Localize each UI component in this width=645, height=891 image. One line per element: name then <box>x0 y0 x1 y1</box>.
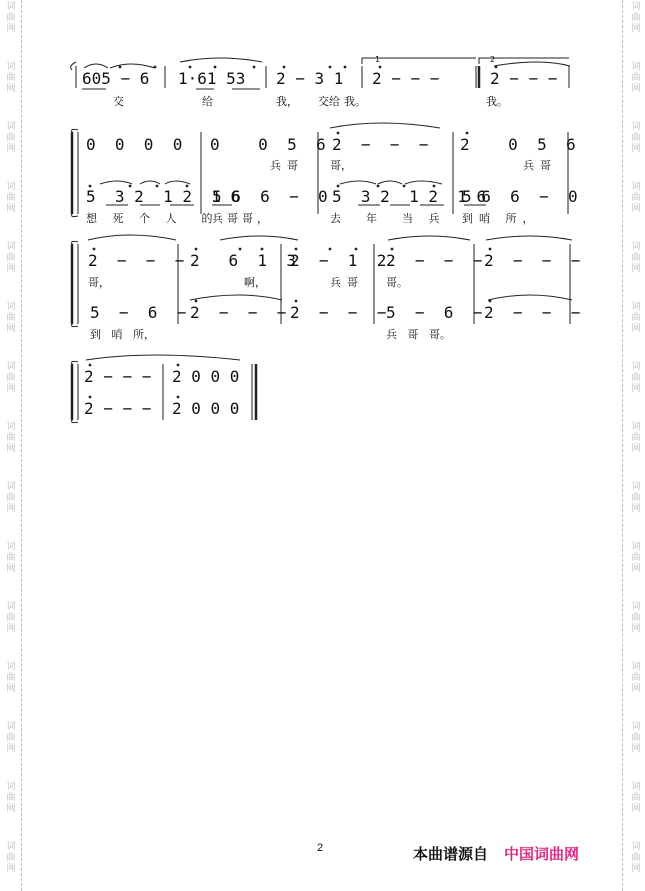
watermark-mark: 词 曲 网 <box>6 182 16 214</box>
watermark-mark: 词 曲 网 <box>6 842 16 874</box>
s2-top-bar2: 0 0 5 6 <box>210 135 326 154</box>
octave-dot <box>355 248 358 251</box>
s1-lyric-6: 我。 <box>486 95 508 108</box>
s2-bot-lyric-1: 想 死 个 人 的 <box>86 212 219 225</box>
s3-top-bar2: 2 6 1 3 <box>190 251 296 270</box>
s3-top-lyric-3: 兵哥 <box>330 276 364 289</box>
watermark-mark: 词 曲 网 <box>6 602 16 634</box>
watermark-mark: 词 曲 网 <box>6 362 16 394</box>
watermark-mark: 词 曲 网 <box>6 242 16 274</box>
octave-dot <box>195 248 198 251</box>
page-number: 2 <box>317 842 324 854</box>
s1-lyric-4: 交给 <box>318 95 340 108</box>
site-name-link[interactable]: 中国词曲网 <box>504 845 580 863</box>
s1-bar4: 2 − − − <box>372 69 440 88</box>
s3-bot-lyric-1: 到 哨 所， <box>90 328 155 341</box>
watermark-mark: 词 曲 网 <box>631 722 641 754</box>
octave-dot <box>195 300 198 303</box>
octave-dot <box>214 66 217 69</box>
s2-top-lyric-3: 兵哥 <box>523 159 557 172</box>
s1-lyric-5: 我。 <box>344 95 366 108</box>
octave-dot <box>391 248 394 251</box>
watermark-mark: 词 曲 网 <box>6 2 16 34</box>
s1-lyric-3: 我， <box>276 95 298 108</box>
s1-bar5: 2 − − − <box>490 69 558 88</box>
s1-lyric-1: 交 <box>113 95 124 108</box>
watermark-mark: 词 曲 网 <box>6 662 16 694</box>
octave-dot <box>177 396 180 399</box>
s3-top-lyric-1: 哥， <box>88 276 110 289</box>
s2-bot-lyric-4: 到哨 所， <box>462 212 540 225</box>
octave-dot <box>329 248 332 251</box>
octave-dot <box>253 66 256 69</box>
s4-bot-bar2: 2 0 0 0 <box>172 399 240 418</box>
watermark-mark: 词 曲 网 <box>631 2 641 34</box>
watermark-mark: 词 曲 网 <box>6 422 16 454</box>
s3-bot-bar3: 2 − − − <box>290 303 387 322</box>
octave-dot <box>295 300 298 303</box>
source-credit <box>413 843 579 864</box>
s4-top-bar2: 2 0 0 0 <box>172 367 240 386</box>
octave-dot <box>379 66 382 69</box>
octave-dot <box>93 248 96 251</box>
octave-dot <box>189 66 192 69</box>
s4-top-bar1: 2 − − − <box>84 367 152 386</box>
s3-top-bar3: 2 − 1 2 <box>290 251 387 270</box>
octave-dot <box>489 300 492 303</box>
octave-dot <box>154 66 157 69</box>
s3-top-lyric-2: 啊， <box>244 276 266 289</box>
s1-lyric-2: 给 <box>202 95 213 108</box>
s3-bot-lyric-2: 兵 哥 哥。 <box>386 328 451 341</box>
s1-bar1: 605 − 6 <box>82 69 150 88</box>
octave-dot <box>177 364 180 367</box>
s3-bot-bar1: 5 − 6 − <box>90 303 187 322</box>
octave-dot <box>89 364 92 367</box>
s3-bot-bar4: 5 − 6 − <box>386 303 483 322</box>
octave-dot <box>283 66 286 69</box>
s2-top-bar1: 0 0 0 0 <box>86 135 183 154</box>
octave-dot <box>489 248 492 251</box>
s2-bot-bar4: 5 6 6 − 0 <box>462 187 578 206</box>
watermark-mark: 词 曲 网 <box>631 362 641 394</box>
s2-bot-bar2: 5 6 6 − 0 <box>212 187 328 206</box>
s2-top-bar3: 2 − − − <box>332 135 429 154</box>
watermark-mark: 词 曲 网 <box>6 302 16 334</box>
s2-top-bar4: 2 0 5 6 <box>460 135 576 154</box>
s3-bot-bar5: 2 − − − <box>484 303 581 322</box>
s1-bar3: 2 − 3 1 <box>276 69 344 88</box>
octave-dot <box>119 66 122 69</box>
watermark-mark: 词 曲 网 <box>6 62 16 94</box>
s3-bot-bar2: 2 − − − <box>190 303 287 322</box>
s2-top-lyric-1: 兵哥 <box>270 159 304 172</box>
s2-bot-bar3: 5 3 2 1 2 1 6 <box>332 187 487 206</box>
watermark-mark: 词 曲 网 <box>631 482 641 514</box>
s2-bot-bar1: 5 3 2 1 2 1 6 <box>86 187 241 206</box>
octave-dot <box>344 66 347 69</box>
watermark-mark: 词 曲 网 <box>631 242 641 274</box>
watermark-mark: 词 曲 网 <box>6 482 16 514</box>
watermark-mark: 词 曲 网 <box>6 722 16 754</box>
octave-dot <box>337 132 340 135</box>
watermark-mark: 词 曲 网 <box>6 542 16 574</box>
s4-bot-bar1: 2 − − − <box>84 399 152 418</box>
s2-bot-lyric-2: 兵哥哥， <box>212 212 272 225</box>
octave-dot <box>89 396 92 399</box>
octave-dot <box>329 66 332 69</box>
s2-bot-lyric-3: 去 年 当 兵 <box>330 212 446 225</box>
watermark-mark: 词 曲 网 <box>631 302 641 334</box>
s3-top-bar1: 2 − − − <box>88 251 185 270</box>
watermark-mark: 词 曲 网 <box>631 842 641 874</box>
octave-dot <box>495 66 498 69</box>
octave-dot <box>295 248 298 251</box>
volta-1: 1 <box>375 55 381 64</box>
volta-2: 2 <box>490 55 496 64</box>
watermark-mark: 词 曲 网 <box>631 62 641 94</box>
octave-dot <box>466 132 469 135</box>
watermark-mark: 词 曲 网 <box>631 182 641 214</box>
watermark-mark: 词 曲 网 <box>631 422 641 454</box>
s3-top-lyric-4: 哥。 <box>386 276 408 289</box>
watermark-mark: 词 曲 网 <box>631 662 641 694</box>
watermark-mark: 词 曲 网 <box>631 542 641 574</box>
s3-top-bar5: 2 − − − <box>484 251 581 270</box>
octave-dot <box>261 248 264 251</box>
watermark-mark: 词 曲 网 <box>631 602 641 634</box>
watermark-mark: 词 曲 网 <box>631 782 641 814</box>
source-label: 本曲谱源自 <box>413 845 489 863</box>
watermark-mark: 词 曲 网 <box>631 122 641 154</box>
octave-dot <box>239 248 242 251</box>
s2-top-lyric-2: 哥， <box>330 159 352 172</box>
watermark-mark: 词 曲 网 <box>6 782 16 814</box>
watermark-mark: 词 曲 网 <box>6 122 16 154</box>
s1-bar2: 1·61 53 <box>178 69 246 88</box>
s3-top-bar4: 2 − − − <box>386 251 483 270</box>
